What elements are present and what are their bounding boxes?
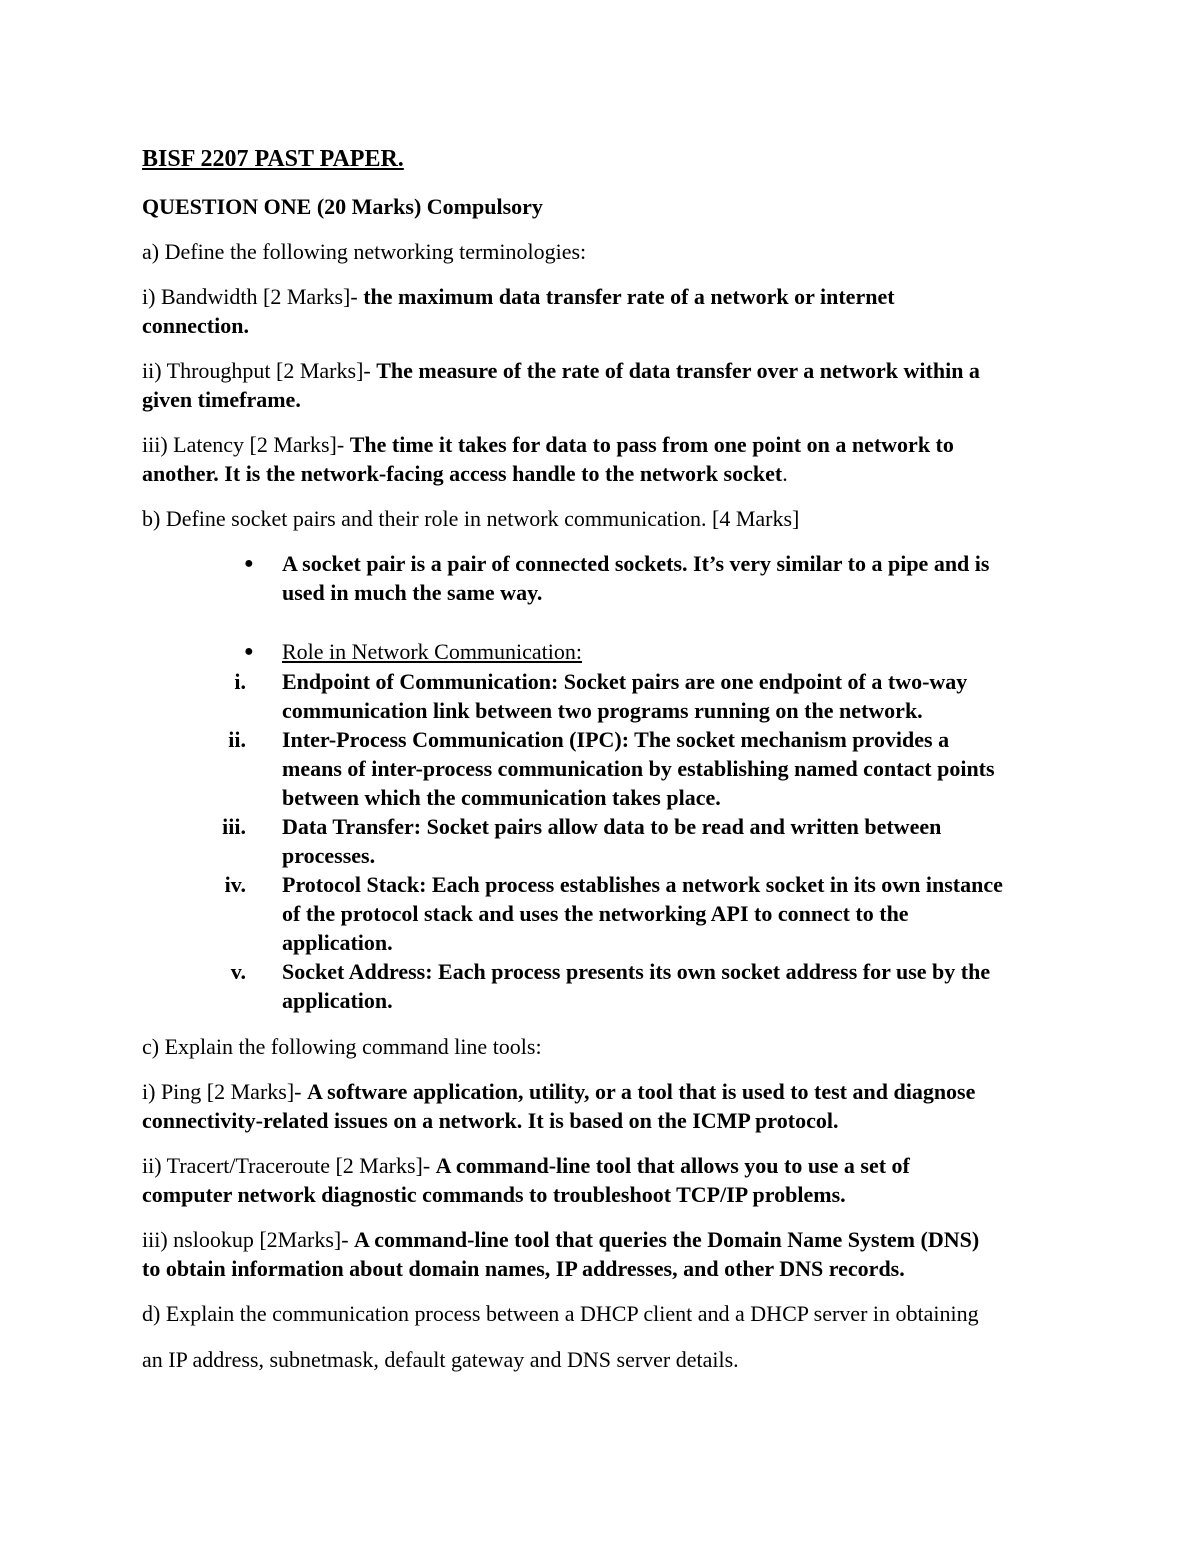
- tracert-answer-cont: computer network diagnostic commands to troubleshoot TCP/IP problems.: [142, 1182, 846, 1207]
- tracert-label: ii) Tracert/Traceroute [2 Marks]-: [142, 1153, 436, 1178]
- part-c-prompt: c) Explain the following command line tools:: [142, 1034, 542, 1059]
- bandwidth-line: [142, 282, 895, 311]
- throughput-line: [142, 356, 980, 385]
- tracert-answer: A command-line tool that allows you to use a set of: [435, 1153, 910, 1178]
- list-item-line: application.: [282, 930, 393, 955]
- list-item-line: Socket Address: Each process presents its own socket address for use by the: [282, 959, 991, 984]
- part-a-prompt: a) Define the following networking terminologies:: [142, 239, 587, 264]
- bullet-icon: ●: [244, 555, 254, 572]
- nslookup-label: iii) nslookup [2Marks]-: [142, 1227, 355, 1252]
- list-item-line: means of inter-process communication by establishing named contact points: [282, 756, 995, 781]
- bullet-icon: ●: [244, 643, 254, 660]
- list-item-line: Data Transfer: Socket pairs allow data to be read and written between: [282, 814, 942, 839]
- tracert-line: [142, 1151, 910, 1180]
- nslookup-line: [142, 1225, 979, 1254]
- bandwidth-answer: the maximum data transfer rate of a network or internet: [363, 284, 895, 309]
- list-item-line: Inter-Process Communication (IPC): The socket mechanism provides a: [282, 727, 950, 752]
- latency-answer-cont-text: another. It is the network-facing access handle to the network socket: [142, 461, 783, 486]
- latency-answer: The time it takes for data to pass from one point on a network to: [349, 432, 954, 457]
- nslookup-answer: A command-line tool that queries the Domain Name System (DNS): [354, 1227, 980, 1252]
- list-item-line: between which the communication takes place.: [282, 785, 721, 810]
- question-one-heading: QUESTION ONE (20 Marks) Compulsory: [142, 194, 543, 219]
- ping-answer: A software application, utility, or a tool that is used to test and diagnose: [306, 1079, 976, 1104]
- socket-pair-definition-cont: used in much the same way.: [282, 580, 543, 605]
- list-number: v.: [230, 959, 246, 984]
- throughput-label: ii) Throughput [2 Marks]-: [142, 358, 377, 383]
- list-number: ii.: [228, 727, 246, 752]
- list-item-line: of the protocol stack and uses the networking API to connect to the: [282, 901, 909, 926]
- latency-label: iii) Latency [2 Marks]-: [142, 432, 350, 457]
- document-title: BISF 2207 PAST PAPER.: [142, 146, 404, 172]
- role-heading: Role in Network Communication:: [282, 639, 583, 664]
- throughput-answer: The measure of the rate of data transfer over a network within a: [376, 358, 980, 383]
- bandwidth-answer-cont: connection.: [142, 313, 249, 338]
- ping-answer-cont: connectivity-related issues on a network. It is based on the ICMP protocol.: [142, 1108, 839, 1133]
- list-number: i.: [234, 669, 246, 694]
- part-b-prompt: b) Define socket pairs and their role in network communication. [4 Marks]: [142, 506, 800, 531]
- throughput-answer-cont: given timeframe.: [142, 387, 301, 412]
- list-item-line: application.: [282, 988, 393, 1013]
- part-d-prompt-cont: an IP address, subnetmask, default gateway and DNS server details.: [142, 1347, 739, 1372]
- nslookup-answer-cont: to obtain information about domain names, IP addresses, and other DNS records.: [142, 1256, 905, 1281]
- ping-label: i) Ping [2 Marks]-: [142, 1079, 307, 1104]
- latency-line: [142, 430, 954, 459]
- bandwidth-label: i) Bandwidth [2 Marks]-: [142, 284, 364, 309]
- latency-answer-cont: [142, 459, 788, 488]
- ping-line: [142, 1077, 975, 1106]
- latency-answer-period: .: [782, 461, 788, 486]
- socket-pair-definition: A socket pair is a pair of connected sockets. It’s very similar to a pipe and is: [282, 551, 990, 576]
- list-item-line: Protocol Stack: Each process establishes a network socket in its own instance: [282, 872, 1003, 897]
- list-item-line: communication link between two programs running on the network.: [282, 698, 923, 723]
- part-d-prompt: d) Explain the communication process between a DHCP client and a DHCP server in obtaining: [142, 1301, 979, 1326]
- list-item-line: Endpoint of Communication: Socket pairs are one endpoint of a two-way: [282, 669, 968, 694]
- list-number: iii.: [222, 814, 246, 839]
- list-item-line: processes.: [282, 843, 376, 868]
- list-number: iv.: [224, 872, 246, 897]
